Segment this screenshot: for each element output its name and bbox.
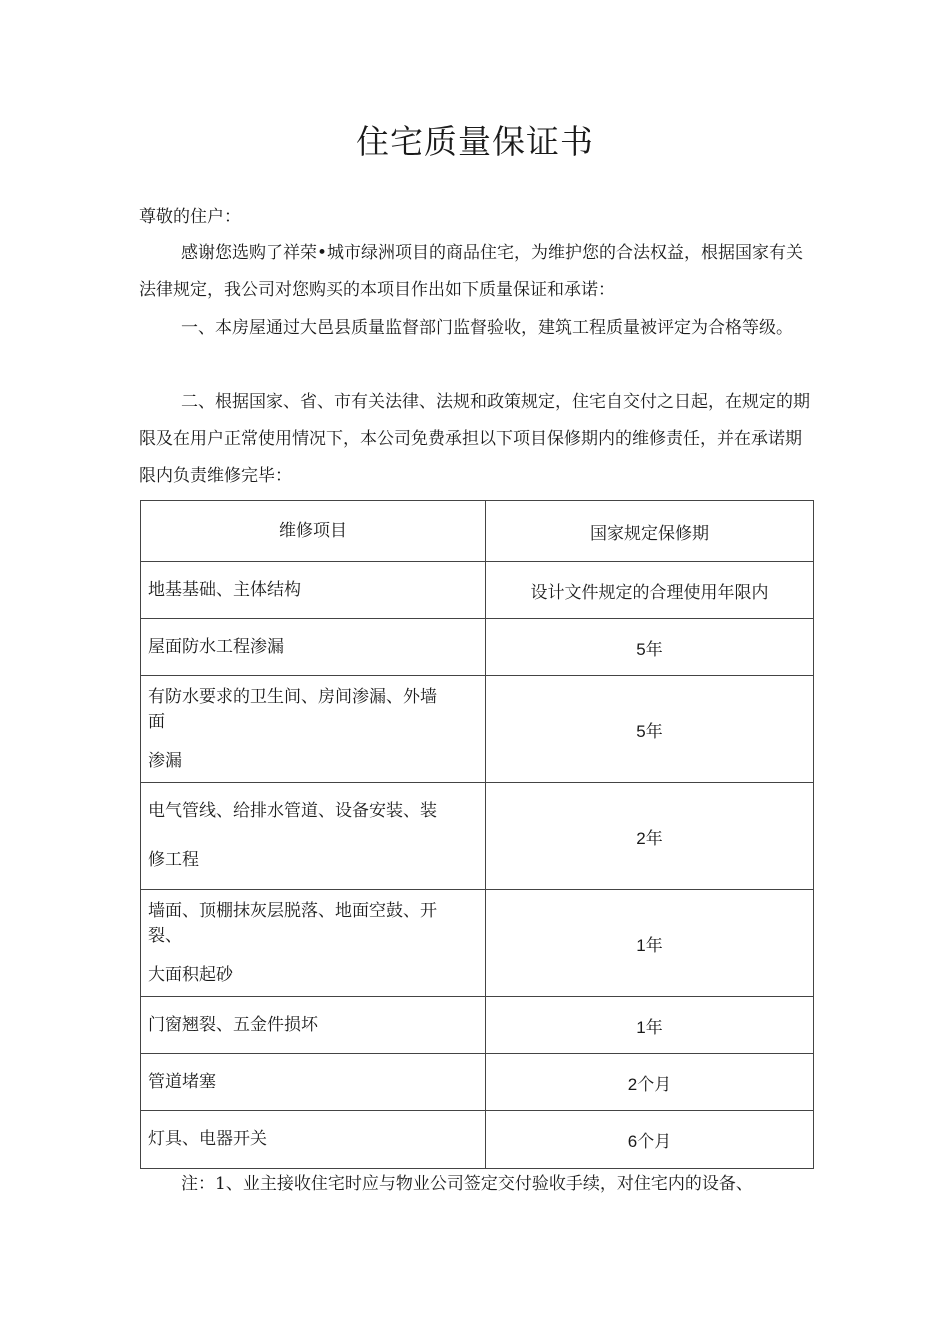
- warranty-table: [140, 500, 814, 1169]
- row-period: 5年: [486, 619, 814, 676]
- table-row: [141, 783, 814, 890]
- note-paragraph: 注：1、业主接收住宅时应与物业公司签定交付验收手续，对住宅内的设备、: [181, 1174, 753, 1194]
- document-title: 住宅质量保证书: [356, 122, 594, 161]
- row-item: 电气管线、给排水管道、设备安装、装 修工程: [141, 783, 486, 890]
- row-period: 6个月: [486, 1111, 814, 1169]
- table-row: [141, 1111, 814, 1169]
- row-period: 1年: [486, 997, 814, 1054]
- row-item: 墙面、顶棚抹灰层脱落、地面空鼓、开裂、 大面积起砂: [141, 890, 486, 997]
- table-row: [141, 562, 814, 619]
- table-row: [141, 890, 814, 997]
- row-period: 5年: [486, 676, 814, 783]
- intro-paragraph: 感谢您选购了祥荣•城市绿洲项目的商品住宅，为维护您的合法权益，根据国家有关法律规定，我公司对您购买的本项目作出如下质量保证和承诺：: [139, 243, 804, 300]
- row-item: 地基基础、主体结构: [141, 562, 486, 619]
- row-item: 灯具、电器开关: [141, 1111, 486, 1169]
- row-item: 门窗翘裂、五金件损坏: [141, 997, 486, 1054]
- row-period: 2个月: [486, 1054, 814, 1111]
- header-item: 维修项目: [141, 501, 486, 562]
- table-row: [141, 619, 814, 676]
- row-item: 管道堵塞: [141, 1054, 486, 1111]
- row-period: 设计文件规定的合理使用年限内: [486, 562, 814, 619]
- table-row: [141, 1054, 814, 1111]
- table-row: [141, 676, 814, 783]
- greeting: 尊敬的住户：: [139, 207, 241, 227]
- clause-2: 二、根据国家、省、市有关法律、法规和政策规定，住宅自交付之日起，在规定的期限及在用户正常使用情况下，本公司免费承担以下项目保修期内的维修责任，并在承诺期限内负责维修完毕：: [139, 392, 810, 486]
- header-period: 国家规定保修期: [486, 501, 814, 562]
- row-period: 2年: [486, 783, 814, 890]
- row-item: 有防水要求的卫生间、房间渗漏、外墙面 渗漏: [141, 676, 486, 783]
- table-row: [141, 997, 814, 1054]
- row-period: 1年: [486, 890, 814, 997]
- row-item: 屋面防水工程渗漏: [141, 619, 486, 676]
- clause-1: 一、本房屋通过大邑县质量监督部门监督验收，建筑工程质量被评定为合格等级。: [181, 318, 793, 338]
- table-header-row: [141, 501, 814, 562]
